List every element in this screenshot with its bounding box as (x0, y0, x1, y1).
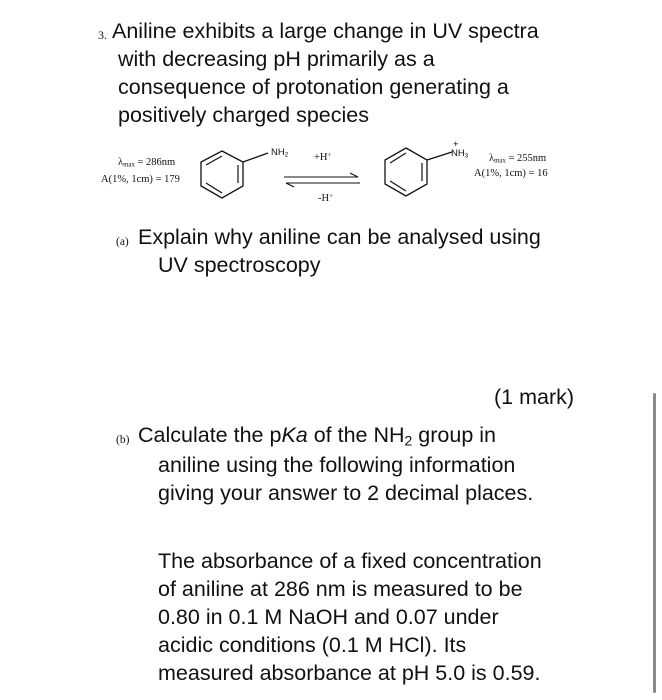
question-intro-line-3: consequence of protonation generating a (118, 75, 509, 99)
info-line-4: acidic conditions (0.1 M HCl). Its (158, 633, 467, 657)
question-intro-line-2: with decreasing pH primarily as a (118, 47, 435, 71)
part-a-marks: (1 mark) (494, 385, 575, 409)
question-intro-line-4: positively charged species (118, 103, 369, 127)
vertical-scrollbar[interactable] (653, 393, 656, 693)
nh3-group-label: $NH_3$ (451, 148, 469, 160)
part-a-label: (a) (116, 236, 129, 248)
left-lambda-max: $\lambda_{max} = 286nm$ (118, 157, 176, 169)
part-a-line-1: Explain why aniline can be analysed using (138, 225, 541, 249)
reverse-label: -H+ (318, 193, 333, 205)
right-lambda-max: $\lambda_{max} = 255nm$ (489, 153, 547, 165)
part-b-line-2: aniline using the following information (158, 453, 516, 477)
info-line-5: measured absorbance at pH 5.0 is 0.59. (158, 661, 541, 685)
part-b-line-1: Calculate the pKa of the $NH_2$ group in (138, 423, 496, 449)
info-line-1: The absorbance of a fixed concentration (158, 549, 542, 573)
part-b-label: (b) (116, 434, 130, 446)
part-a-line-2: UV spectroscopy (158, 253, 321, 277)
nh3-charge: + (453, 139, 459, 150)
left-absorbance: A(1%, 1cm) = 179 (101, 174, 180, 185)
part-b-line-3: giving your answer to 2 decimal places. (158, 481, 534, 505)
forward-label: +H+ (314, 152, 332, 164)
equilibrium-arrows (282, 172, 362, 188)
question-intro-line-1: Aniline exhibits a large change in UV spectra (112, 19, 539, 43)
right-absorbance: A(1%, 1cm) = 16 (474, 168, 548, 179)
nh2-group-label: $NH_2$ (271, 147, 289, 159)
info-line-3: 0.80 in 0.1 M NaOH and 0.07 under (158, 605, 499, 629)
info-line-2: of aniline at 286 nm is measured to be (158, 577, 523, 601)
question-number: 3. (98, 28, 107, 42)
